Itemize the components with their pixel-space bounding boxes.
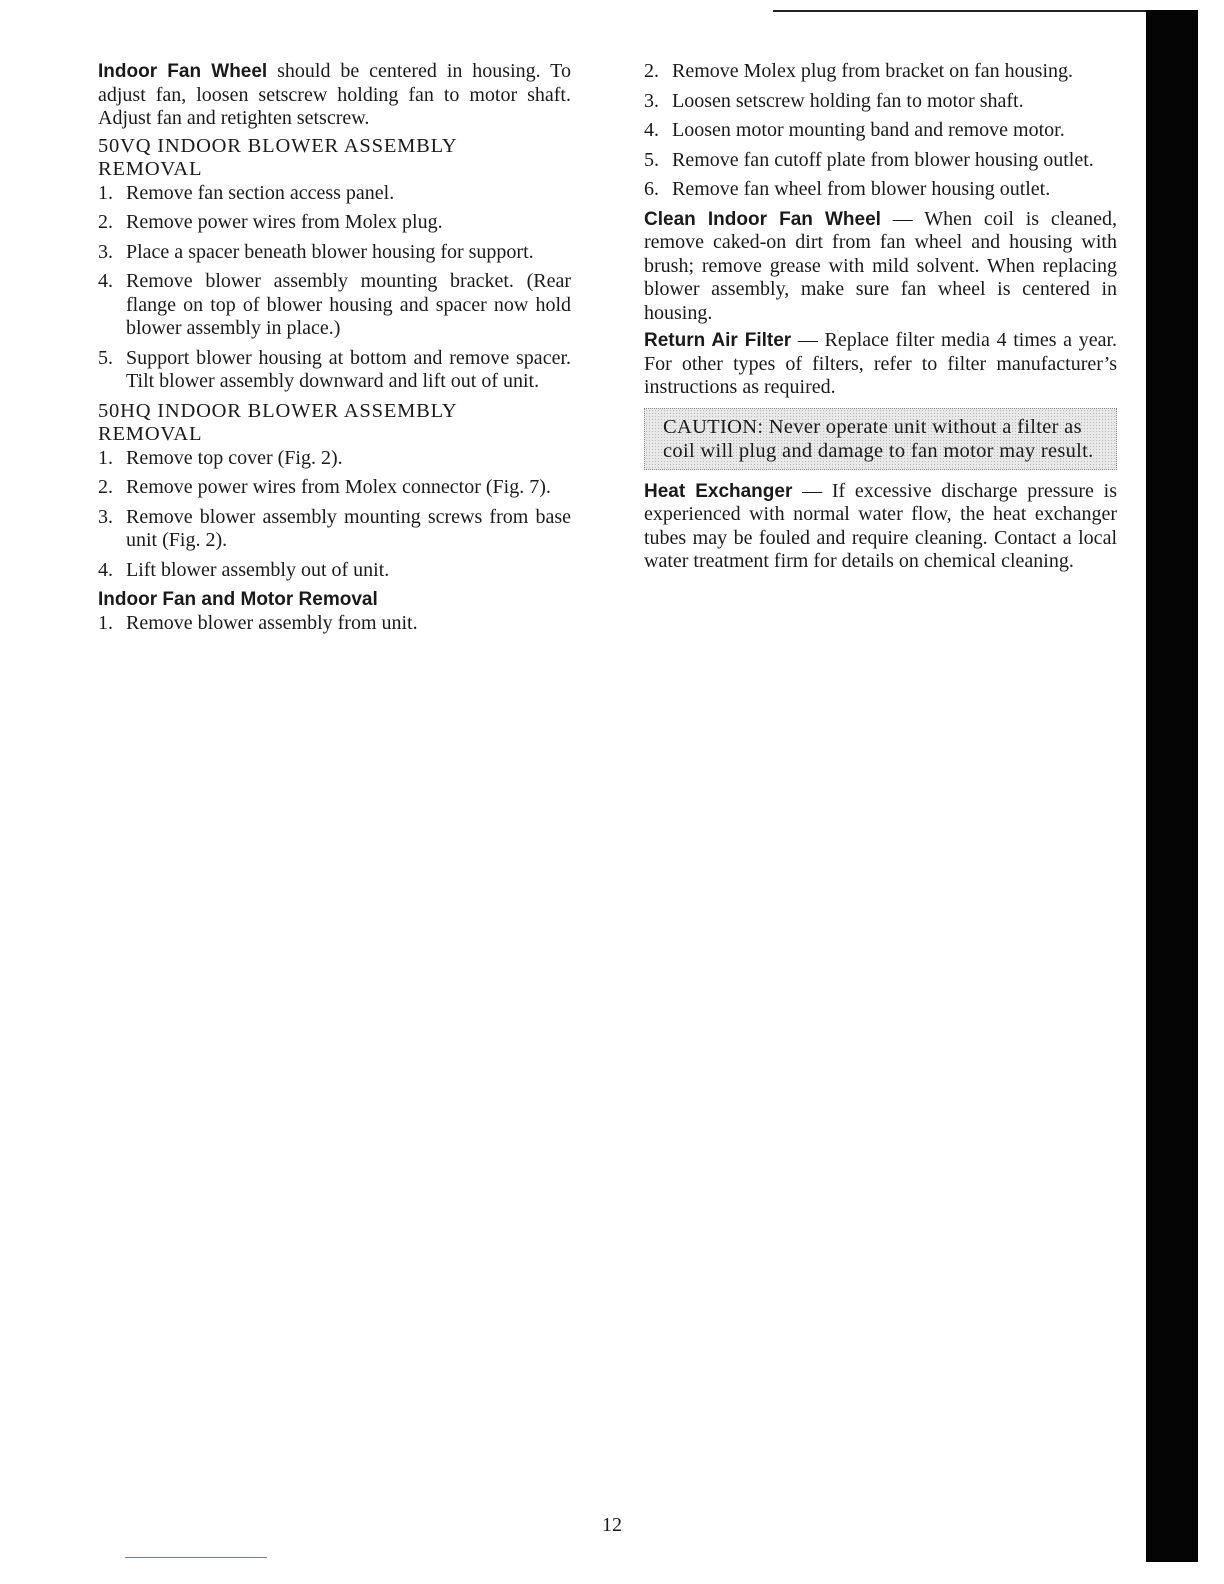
heat-exchanger-paragraph (644, 480, 1117, 574)
list-item (644, 178, 1117, 202)
list-item (98, 182, 571, 206)
step-text: Remove power wires from Molex connector (Fig. 7). (126, 476, 551, 498)
list-item (98, 211, 571, 235)
step-text: Remove Molex plug from bracket on fan housing. (672, 60, 1074, 82)
fan-wheel-paragraph (98, 60, 571, 131)
list-item (98, 612, 571, 636)
return-air-filter-paragraph (644, 329, 1117, 400)
list-item (98, 506, 571, 553)
top-rule (773, 10, 1146, 12)
clean-fan-wheel-title: Clean Indoor Fan Wheel (644, 208, 881, 230)
list-item (98, 347, 571, 394)
hq-heading-line2: REMOVAL (98, 423, 203, 445)
list-item (98, 241, 571, 265)
return-air-filter-text: — Replace filter media 4 times a year. For other types of filters, refer to filter manufacturer’s instructions as required. (644, 329, 1118, 398)
step-number: 6. (644, 178, 659, 200)
step-text: Remove power wires from Molex plug. (126, 211, 443, 233)
step-number: 3. (644, 89, 659, 112)
page-number: 12 (602, 1514, 622, 1536)
step-text: Loosen motor mounting band and remove motor. (672, 119, 1065, 141)
step-text: Remove blower assembly mounting screws from base unit (Fig. 2). (126, 505, 571, 551)
list-item (644, 119, 1117, 143)
step-number: 4. (98, 270, 113, 292)
vq-heading-line2: REMOVAL (98, 158, 203, 180)
vq-heading-line1: 50VQ INDOOR BLOWER ASSEMBLY (98, 134, 458, 157)
list-item (98, 476, 571, 500)
step-number: 2. (644, 60, 659, 82)
step-number: 1. (98, 446, 113, 469)
step-text: Remove fan section access panel. (126, 181, 395, 204)
hq-heading (98, 400, 571, 447)
motor-steps-continued (644, 60, 1117, 202)
list-item (98, 447, 571, 471)
step-number: 1. (98, 612, 113, 634)
step-number: 5. (98, 346, 113, 369)
list-item (644, 149, 1117, 173)
step-text: Remove fan wheel from blower housing outlet. (672, 178, 1051, 200)
fan-wheel-text: should be centered in housing. To adjust fan, loosen setscrew holding fan to motor shaft. Adjust fan and retighten setscrew. (98, 60, 571, 129)
list-item (98, 559, 571, 583)
step-number: 4. (98, 558, 113, 581)
clean-fan-wheel-paragraph (644, 208, 1117, 326)
step-number: 1. (98, 181, 113, 204)
step-number: 4. (644, 119, 659, 141)
list-item (644, 90, 1117, 114)
step-number: 2. (98, 476, 113, 498)
step-number: 3. (98, 505, 113, 528)
caution-box: CAUTION: Never operate unit without a filter as coil will plug and damage to fan motor may result. (644, 408, 1117, 470)
list-item (644, 60, 1117, 84)
step-text: Lift blower assembly out of unit. (126, 558, 390, 581)
step-text: Loosen setscrew holding fan to motor shaft. (672, 89, 1024, 112)
step-number: 2. (98, 211, 113, 233)
fan-wheel-title: Indoor Fan Wheel (98, 61, 268, 82)
step-text: Place a spacer beneath blower housing for support. (126, 240, 534, 263)
motor-removal-heading: Indoor Fan and Motor Removal (98, 589, 378, 610)
left-column (98, 60, 571, 642)
list-item (98, 270, 571, 341)
step-number: 3. (98, 240, 113, 263)
step-text: Remove top cover (Fig. 2). (126, 446, 343, 469)
return-air-filter-title: Return Air Filter (644, 330, 792, 351)
hq-steps (98, 447, 571, 583)
vq-steps (98, 182, 571, 394)
right-column (644, 60, 1117, 578)
scan-edge-bar (1146, 10, 1198, 1562)
heat-exchanger-title: Heat Exchanger (644, 480, 793, 502)
step-text: Remove blower assembly mounting bracket. (Rear flange on top of blower housing and spacer now hold blower assembly in place.) (126, 270, 571, 339)
motor-steps-start (98, 612, 571, 636)
step-text: Remove blower assembly from unit. (126, 612, 418, 634)
heat-exchanger-text: — If excessive discharge pressure is experienced with normal water flow, the heat exchanger tubes may be fouled and require cleaning. Contact a local water treatment firm for details on chemical cleaning. (644, 479, 1117, 572)
vq-heading (98, 135, 571, 182)
step-text: Remove fan cutoff plate from blower housing outlet. (672, 148, 1094, 171)
clean-fan-wheel-text: — When coil is cleaned, remove caked-on dirt from fan wheel and housing with brush; remove grease with mild solvent. When replacing blower assembly, make sure fan wheel is centered in housing. (644, 207, 1117, 324)
hq-heading-line1: 50HQ INDOOR BLOWER ASSEMBLY (98, 399, 458, 422)
step-text: Support blower housing at bottom and remove spacer. Tilt blower assembly downward and lift out of unit. (126, 346, 571, 392)
bottom-rule (125, 1557, 267, 1558)
step-number: 5. (644, 148, 659, 171)
